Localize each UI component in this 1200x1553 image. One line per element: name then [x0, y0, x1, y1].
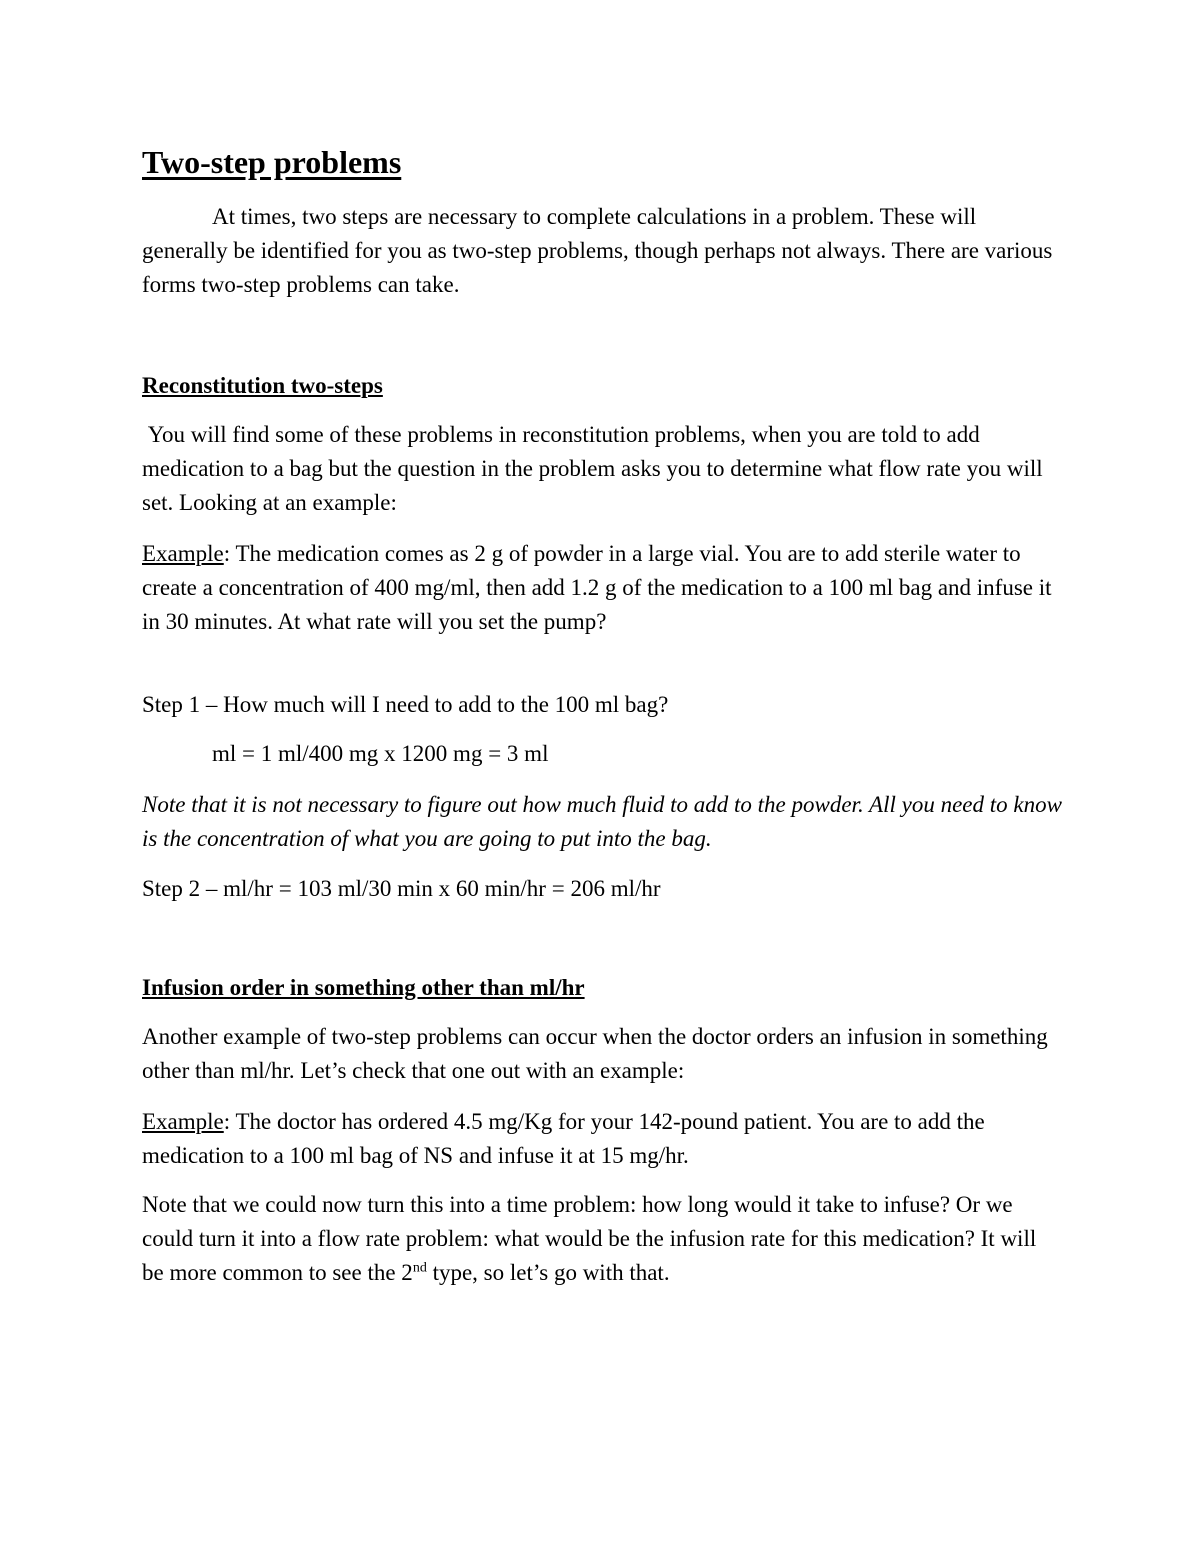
example-label: Example: [142, 1109, 224, 1134]
reconstitution-intro-text: You will find some of these problems in reconstitution problems, when you are told to add medication to a bag but the question in the problem asks you to determine what flow rate you will set. Looking at an example:: [142, 422, 1043, 515]
step-1: Step 1 – How much will I need to add to the 100 ml bag?: [142, 692, 669, 717]
reconstitution-intro: [142, 418, 1062, 520]
infusion-example: [142, 1105, 1062, 1173]
step-2: Step 2 – ml/hr = 103 ml/30 min x 60 min/hr = 206 ml/hr: [142, 876, 661, 901]
example-text: : The doctor has ordered 4.5 mg/Kg for your 142-pound patient. You are to add the medication to a 100 ml bag of NS and infuse it at 15 mg/hr.: [142, 1109, 985, 1168]
infusion-note: [142, 1188, 1062, 1290]
page-title: Two-step problems: [142, 144, 402, 180]
reconstitution-example: [142, 537, 1062, 639]
infusion-note-part-2: type, so let’s go with that.: [426, 1260, 670, 1285]
infusion-intro: Another example of two-step problems can occur when the doctor orders an infusion in something other than ml/hr. Let’s check that one out with an example:: [142, 1024, 1048, 1083]
ordinal-superscript: nd: [412, 1260, 427, 1276]
example-label: Example: [142, 541, 224, 566]
infusion-heading: Infusion order in something other than ml/hr: [142, 975, 585, 1000]
step-1-calculation: ml = 1 ml/400 mg x 1200 mg = 3 ml: [212, 741, 549, 766]
infusion-note-part-1: Note that we could now turn this into a time problem: how long would it take to infuse? Or we could turn it into a flow rate problem: what would be the infusion rate for this medication? It will be more common to see the 2: [142, 1192, 1037, 1285]
intro-paragraph: At times, two steps are necessary to complete calculations in a problem. These will generally be identified for you as two-step problems, though perhaps not always. There are various forms two-step problems can take.: [142, 204, 1053, 297]
reconstitution-note: Note that it is not necessary to figure out how much fluid to add to the powder. All you need to know is the concentration of what you are going to put into the bag.: [142, 792, 1062, 851]
example-text: : The medication comes as 2 g of powder in a large vial. You are to add sterile water to create a concentration of 400 mg/ml, then add 1.2 g of the medication to a 100 ml bag and infuse it in 30 minutes. At what rate will you set the pump?: [142, 541, 1052, 634]
reconstitution-heading: Reconstitution two-steps: [142, 373, 383, 398]
